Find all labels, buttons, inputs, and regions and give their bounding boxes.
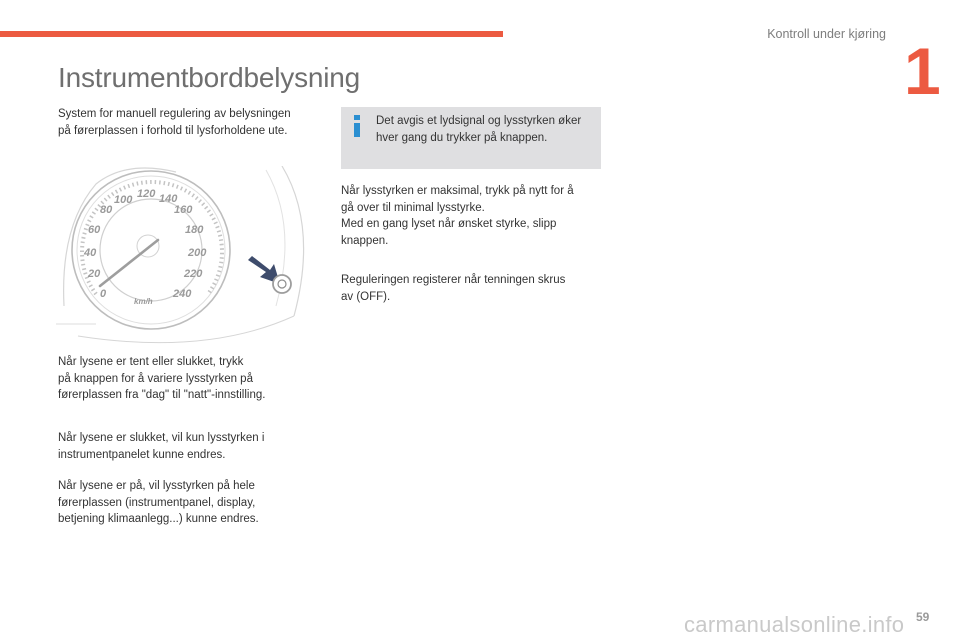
- chapter-number: 1: [904, 34, 941, 108]
- speed-label-20: 20: [88, 268, 101, 280]
- speedometer-illustration: [56, 166, 318, 346]
- speed-label-160: 160: [174, 204, 193, 216]
- speed-label-140: 140: [159, 193, 178, 205]
- speed-unit-label: km/h: [134, 297, 153, 306]
- section-header: Kontroll under kjøring: [767, 27, 886, 41]
- speed-label-60: 60: [88, 224, 101, 236]
- speed-label-220: 220: [184, 268, 203, 280]
- left-paragraph-2: Når lysene er slukket, vil kun lysstyrken i instrumentpanelet kunne endres.: [58, 432, 265, 461]
- speed-label-40: 40: [84, 247, 97, 259]
- left-paragraph-1: Når lysene er tent eller slukket, trykk på knappen for å variere lysstyrken på førerplassen fra "dag" til "natt"-innstilling.: [58, 356, 266, 401]
- speed-label-120: 120: [137, 188, 156, 200]
- speed-label-180: 180: [185, 224, 204, 236]
- info-box: [341, 107, 601, 169]
- page-title: Instrumentbordbelysning: [58, 62, 361, 93]
- speed-label-0: 0: [100, 288, 107, 300]
- top-accent-bar: [0, 31, 503, 37]
- speed-label-240: 240: [173, 288, 192, 300]
- page-number: 59: [916, 610, 930, 624]
- speedometer-drawing: [56, 166, 318, 346]
- right-paragraph-2: Reguleringen registerer når tenningen skrus av (OFF).: [341, 274, 566, 303]
- intro-text: System for manuell regulering av belysningen på førerplassen i forhold til lysforholdene ute.: [58, 108, 291, 137]
- speed-label-200: 200: [188, 247, 207, 259]
- right-paragraph-1: Når lysstyrken er maksimal, trykk på nytt for å gå over til minimal lysstyrke. Med en gang lyset når ønsket styrke, slipp knappen.: [341, 185, 574, 247]
- info-text: Det avgis et lydsignal og lysstyrken øker hver gang du trykker på knappen.: [376, 115, 582, 144]
- speed-label-80: 80: [100, 204, 113, 216]
- speed-label-100: 100: [114, 194, 133, 206]
- left-paragraph-3: Når lysene er på, vil lysstyrken på hele førerplassen (instrumentpanel, display, betjening klimaanlegg...) kunne endres.: [58, 480, 259, 525]
- dimmer-button: [273, 275, 291, 293]
- info-icon: [350, 115, 364, 137]
- watermark: carmanualsonline.info: [684, 612, 905, 637]
